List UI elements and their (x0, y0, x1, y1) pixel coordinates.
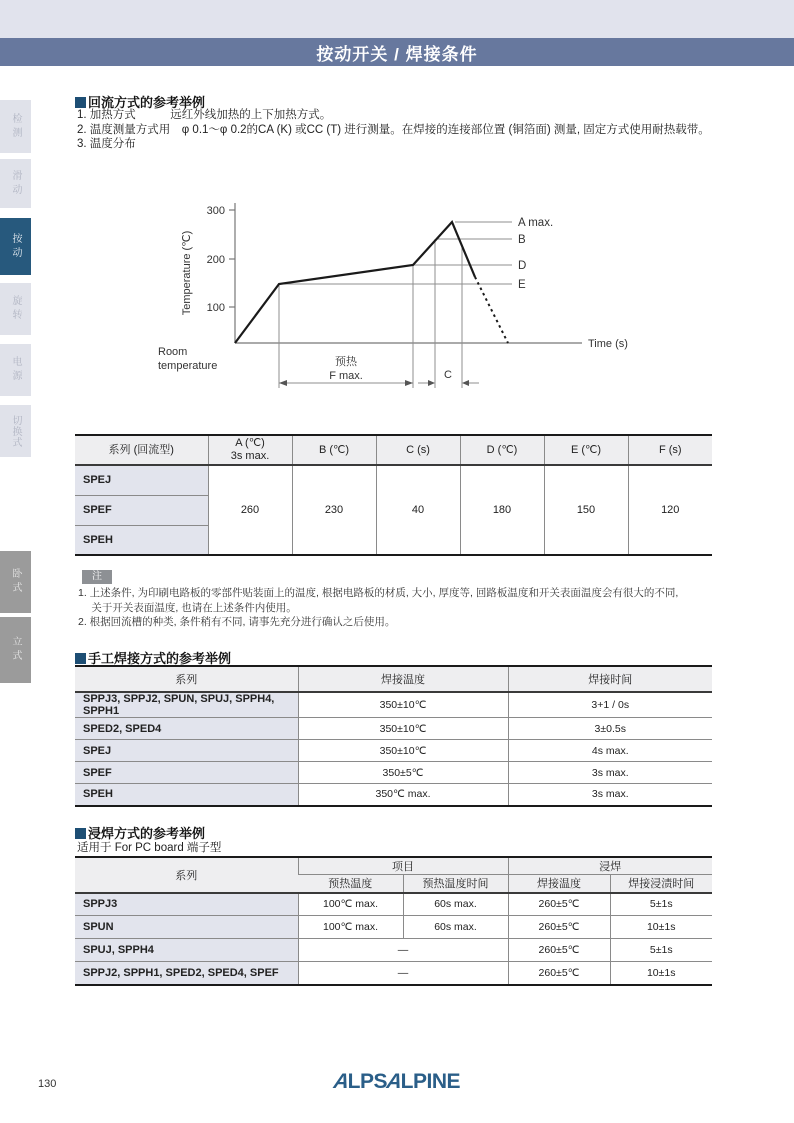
col-header-preheat-time: 预热温度时间 (403, 875, 508, 893)
value-b: 230 (292, 465, 376, 555)
sidebar-tab-jiance[interactable] (0, 100, 31, 153)
table-row (75, 939, 712, 962)
origin-label-line1: Room (158, 346, 188, 358)
value-a: 260 (208, 465, 292, 555)
hand-solder-table (75, 665, 712, 807)
solder-temp-cell: 260±5℃ (508, 916, 610, 939)
solder-temp-cell: 260±5℃ (508, 893, 610, 916)
section-marker-icon (75, 653, 86, 664)
sidebar-tab-xuanzhuan[interactable] (0, 283, 31, 335)
series-cell: SPEH (75, 525, 208, 555)
sidebar-tab-huadong[interactable] (0, 159, 31, 208)
col-header-a-line2: 3s max. (230, 450, 270, 462)
temp-cell: 350±10℃ (298, 718, 508, 740)
series-cell: SPPJ2, SPPH1, SPED2, SPED4, SPEF (75, 962, 298, 985)
page-header (0, 38, 794, 66)
ref-label-e: E (518, 279, 526, 291)
note-line: 1. 上述条件, 为印刷电路板的零部件贴装面上的温度, 根据电路板的材质, 大小, 厚度等, 回路板温度和开关表面温度会有很大的不同, (78, 587, 679, 599)
ref-label-d: D (518, 260, 527, 272)
col-header-a-line1: A (℃) (235, 437, 265, 449)
dip-time-cell: 5±1s (610, 939, 712, 962)
note-line: 关于开关表面温度, 也请在上述条件内使用。 (78, 601, 297, 614)
sidebar-tab-label: 卧式 (10, 568, 21, 596)
sidebar-tab-lishi[interactable] (0, 617, 31, 683)
dip-section-subtitle: 适用于 For PC board 端子型 (77, 842, 222, 854)
section-marker-icon (75, 828, 86, 839)
sidebar-tab-label: 按动 (10, 232, 21, 261)
series-cell: SPEF (75, 495, 208, 525)
c-label: C (444, 369, 452, 381)
dip-heading-text: 浸焊方式的参考举例 (88, 826, 206, 841)
col-header-c: C (s) (376, 435, 460, 465)
alps-alpine-logo: ALPSALPINE (330, 1070, 461, 1093)
preheat-time-cell: 60s max. (403, 893, 508, 916)
solder-temp-cell: 260±5℃ (508, 939, 610, 962)
series-cell: SPEJ (75, 740, 298, 762)
page-number: 130 (38, 1078, 57, 1090)
col-header-series: 系列 (75, 857, 298, 893)
sidebar-tab-label: 切换式 (10, 414, 21, 448)
table-row (75, 962, 712, 985)
col-header-b: B (℃) (292, 435, 376, 465)
ref-label-b: B (518, 234, 526, 246)
ytick-200: 200 (206, 254, 225, 266)
table-row (75, 916, 712, 939)
dip-solder-table (75, 856, 712, 986)
dip-time-cell: 10±1s (610, 962, 712, 985)
hand-heading-text: 手工焊接方式的参考举例 (88, 651, 232, 666)
list-item: 3. 温度分布 (77, 138, 136, 150)
value-f: 120 (628, 465, 712, 555)
col-header-e: E (℃) (544, 435, 628, 465)
list-item: 1. 加热方式 远红外线加热的上下加热方式。 (77, 109, 332, 121)
col-header-d: D (℃) (460, 435, 544, 465)
origin-label-line2: temperature (158, 360, 218, 372)
col-header-series: 系列 (75, 666, 298, 692)
ytick-300: 300 (206, 205, 225, 217)
solder-temp-cell: 260±5℃ (508, 962, 610, 985)
series-cell: SPUJ, SPPH4 (75, 939, 298, 962)
page-title: 按动开关 / 焊接条件 (316, 44, 478, 64)
sidebar-tab-dianyuan[interactable] (0, 344, 31, 396)
sidebar-tab-andong-active[interactable] (0, 218, 31, 275)
preheat-temp-cell: 100℃ max. (298, 916, 403, 939)
temp-cell: 350±5℃ (298, 762, 508, 784)
time-cell: 4s max. (508, 740, 712, 762)
sidebar-tab-label: 旋转 (10, 295, 21, 323)
x-axis-label: Time (s) (588, 338, 628, 350)
sidebar-tab-label: 滑动 (10, 169, 21, 198)
value-e: 150 (544, 465, 628, 555)
sidebar-tab-label: 电源 (10, 356, 21, 384)
col-header-preheat-temp: 预热温度 (298, 875, 403, 893)
sidebar-tab-woshi[interactable] (0, 551, 31, 613)
profile-curve (235, 222, 508, 343)
col-group-dip: 浸焊 (508, 857, 712, 875)
logo-letter-a: A (383, 1070, 406, 1093)
table-row (75, 784, 712, 806)
table-header-row (75, 857, 712, 875)
note-badge: 注 (82, 570, 112, 584)
col-group-items: 项目 (298, 857, 508, 875)
series-cell: SPEJ (75, 465, 208, 495)
series-cell: SPPJ3, SPPJ2, SPUN, SPUJ, SPPH4, SPPH1 (75, 692, 298, 718)
preheat-temp-cell: 100℃ max. (298, 893, 403, 916)
ytick-100: 100 (206, 302, 225, 314)
sidebar-tab-label: 检测 (10, 112, 21, 141)
y-axis-label: Temperature (℃) (181, 230, 193, 316)
sidebar-tab-label: 立式 (10, 636, 21, 664)
col-header-solder-time: 焊接时间 (508, 666, 712, 692)
note-line: 2. 根据回流槽的种类, 条件稍有不同, 请事先充分进行确认之后使用。 (78, 616, 396, 628)
table-row (75, 740, 712, 762)
series-cell: SPEH (75, 784, 298, 806)
col-header-solder-temp: 焊接温度 (298, 666, 508, 692)
time-cell: 3s max. (508, 784, 712, 806)
time-cell: 3±0.5s (508, 718, 712, 740)
value-c: 40 (376, 465, 460, 555)
table-row (75, 692, 712, 718)
section-marker-icon (75, 97, 86, 108)
table-row (75, 465, 712, 495)
preheat-na-cell: — (298, 962, 508, 985)
preheat-label: 预热 (335, 356, 357, 368)
series-cell: SPEF (75, 762, 298, 784)
preheat-na-cell: — (298, 939, 508, 962)
reflow-notes-list (77, 108, 710, 152)
reflow-conditions-table (75, 434, 712, 556)
col-header-a (208, 435, 292, 465)
temp-cell: 350℃ max. (298, 784, 508, 806)
col-header-series: 系列 (回流型) (75, 435, 208, 465)
series-cell: SPUN (75, 916, 298, 939)
col-header-solder-temp: 焊接温度 (508, 875, 610, 893)
table-row (75, 718, 712, 740)
table-row (75, 762, 712, 784)
time-cell: 3+1 / 0s (508, 692, 712, 718)
temp-cell: 350±10℃ (298, 740, 508, 762)
list-item: 2. 温度测量方式用 φ 0.1～φ 0.2的CA (K) 或CC (T) 进行测量。在焊接的连接部位置 (铜箔面) 测量, 固定方式使用耐热载带。 (77, 123, 710, 136)
chart-guides (279, 222, 512, 388)
table-header-row (75, 666, 712, 692)
table-row (75, 893, 712, 916)
col-header-dip-time: 焊接浸渍时间 (610, 875, 712, 893)
time-cell: 3s max. (508, 762, 712, 784)
note-text (78, 586, 678, 630)
sidebar-tab-qiehuanshi[interactable] (0, 405, 31, 457)
series-cell: SPPJ3 (75, 893, 298, 916)
reflow-heading-text: 回流方式的参考举例 (88, 95, 206, 110)
series-cell: SPED2, SPED4 (75, 718, 298, 740)
table-header-row (75, 435, 712, 465)
preheat-time-cell: 60s max. (403, 916, 508, 939)
top-strip (0, 0, 794, 38)
col-header-f: F (s) (628, 435, 712, 465)
dip-time-cell: 10±1s (610, 916, 712, 939)
f-max-label: F max. (329, 370, 363, 382)
temp-cell: 350±10℃ (298, 692, 508, 718)
dip-time-cell: 5±1s (610, 893, 712, 916)
ref-label-a-max: A max. (518, 217, 554, 229)
reflow-temperature-profile-chart (150, 185, 710, 410)
logo-letter-a: A (330, 1070, 353, 1093)
value-d: 180 (460, 465, 544, 555)
